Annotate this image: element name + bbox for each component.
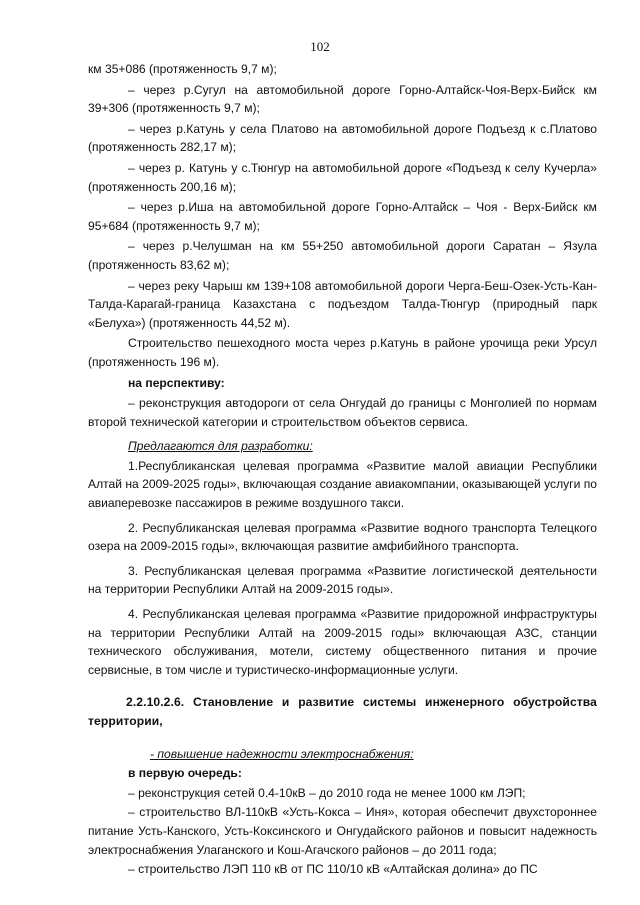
paragraph-program-aviation: 1.Республиканская целевая программа «Развитие малой авиации Республики Алтай на 2009-2025 годы», включающая создание авиакомпании, оказывающей услуги по авиаперевозке пассажиров в режиме воздушного такси. <box>88 458 597 511</box>
paragraph-bridge-km35: км 35+086 (протяженность 9,7 м); <box>88 62 277 76</box>
paragraph-program-roadside: 4. Республиканская целевая программа «Развитие придорожной инфраструктуры на территории Республики Алтай на 2009-2015 годы» включающая АЗС, станции технического обслуживания, мотели, систему общественного питания и прочие сервисные, в том числе и туристическо-информационные услуги. <box>88 607 597 677</box>
page-body <box>88 60 597 879</box>
subheading-proposed: Предлагаются для разработки: <box>128 439 313 454</box>
paragraph-vl110-construction: – строительство ВЛ-110кВ «Усть-Кокса – Иня», которая обеспечит двухстороннее питание Усть-Канского, Усть-Коксинского и Онгудайского районов и повысит надежность электроснабжения Улаганского и Кош-Агачского районов – до 2011 года; <box>88 805 597 857</box>
paragraph-bridge-tyungur: – через р. Катунь у с.Тюнгур на автомобильной дороге «Подъезд к селу Кучерла» (протяженность 200,16 м); <box>88 160 597 194</box>
paragraph-bridge-platovo: – через р.Катунь у села Платово на автомобильной дороге Подъезд к с.Платово (протяженность 282,17 м); <box>88 121 597 155</box>
paragraph-road-mongolia: – реконструкция автодороги от села Онгудай до границы с Монголией по нормам второй технической категории и строительством объектов сервиса. <box>88 396 597 429</box>
subheading-first-stage: в первую очередь: <box>128 766 242 781</box>
subheading-power-reliability: - повышение надежности электроснабжения: <box>150 746 414 761</box>
subheading-perspective: на перспективу: <box>128 375 225 390</box>
paragraph-bridge-isha: – через р.Иша на автомобильной дороге Горно-Алтайск – Чоя - Верх-Бийск км 95+684 (протяженность 9,7 м); <box>88 200 597 233</box>
paragraph-program-water-transport: 2. Республиканская целевая программа «Развитие водного транспорта Телецкого озера на 2009-2015 годы», включающая развитие амфибийного транспорта. <box>88 520 597 554</box>
paragraph-bridge-sugul: – через р.Сугул на автомобильной дороге Горно-Алтайск-Чоя-Верх-Бийск км 39+306 (протяженность 9,7 м); <box>88 82 597 116</box>
paragraph-footbridge-katun: Строительство пешеходного моста через р.Катунь в районе урочища реки Урсул (протяженность 196 м). <box>88 336 597 369</box>
paragraph-bridge-chelushman: – через р.Челушман на км 55+250 автомобильной дороги Саратан – Язула (протяженность 83,62 м); <box>88 239 597 272</box>
paragraph-lep110-construction: – строительство ЛЭП 110 кВ от ПС 110/10 кВ «Алтайская долина» до ПС <box>128 862 538 877</box>
page-number: 102 <box>310 39 330 54</box>
paragraph-network-reconstruction: – реконструкция сетей 0.4-10кВ – до 2010 года не менее 1000 км ЛЭП; <box>128 785 526 800</box>
paragraph-bridge-charysh: – через реку Чарыш км 139+108 автомобильной дороги Черга-Беш-Озек-Усть-Кан-Талда-Карагай-граница Казахстана с подъездом Талда-Тюнгур (природный парк «Белуха») (протяженность 44,52 м). <box>88 278 597 330</box>
section-heading-engineering: 2.2.10.2.6. Становление и развитие системы инженерного обустройства территории, <box>88 695 597 728</box>
paragraph-program-logistics: 3. Республиканская целевая программа «Развитие логистической деятельности на территории Республики Алтай на 2009-2015 годы». <box>88 563 597 597</box>
